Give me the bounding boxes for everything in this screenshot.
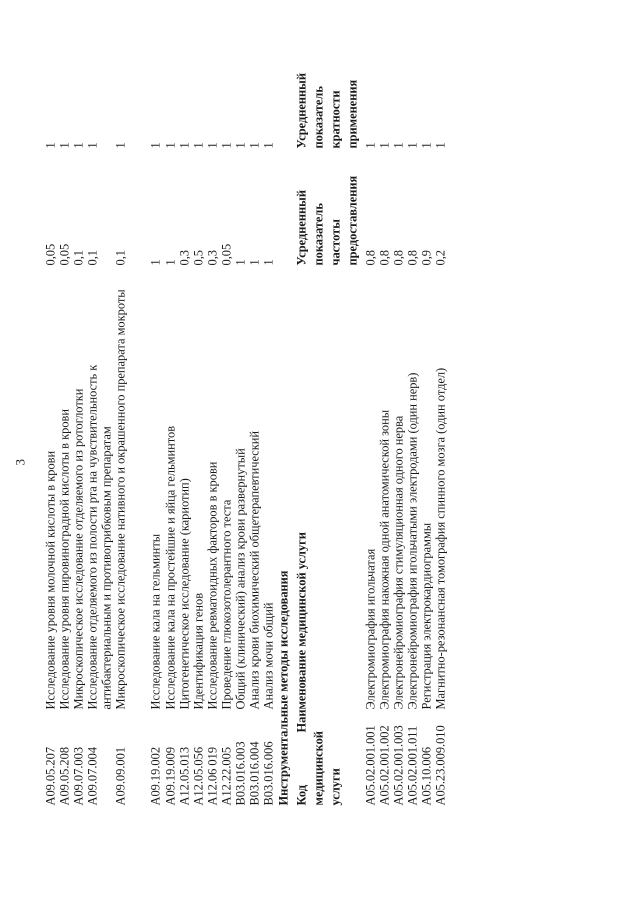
- frequency-value: 0,1: [71, 249, 85, 265]
- header-code: [293, 731, 344, 805]
- service-code: A12.06 019: [205, 746, 219, 805]
- header-multiplicity-line: Усредненный: [294, 72, 308, 148]
- multiplicity-value: 1: [405, 141, 419, 148]
- frequency-value: 1: [233, 258, 247, 265]
- header-frequency: [293, 175, 361, 265]
- service-name: Исследование уровня пировиноградной кислоты в крови: [57, 408, 71, 709]
- header-multiplicity-line: применения: [345, 79, 359, 148]
- header-name: [293, 532, 310, 732]
- service-code: A09.09.001: [113, 746, 127, 805]
- multiplicity-value: 1: [57, 141, 71, 148]
- service-name: Проведение глюкозотолерантного теста: [219, 499, 233, 709]
- multiplicity-value: 1: [177, 141, 191, 148]
- multiplicity-value: 1: [113, 141, 127, 148]
- frequency-value: 0,05: [219, 243, 233, 265]
- page-number: 3: [12, 458, 27, 465]
- multiplicity-value: 1: [71, 141, 85, 148]
- service-code: A05.23.009.010: [433, 724, 447, 805]
- service-name: Исследование ревматоидных факторов в крови: [205, 461, 219, 709]
- multiplicity-value: 1: [205, 141, 219, 148]
- service-name: Электромиография накожная одной анатомической зоны: [377, 409, 391, 709]
- multiplicity-value: 1: [85, 141, 99, 148]
- frequency-value: 0,8: [363, 249, 377, 265]
- service-name: Идентификация генов: [191, 592, 205, 709]
- service-code: B03.016.003: [233, 740, 247, 805]
- service-name: Исследование уровня молочной кислоты в крови: [43, 450, 57, 709]
- service-name: Общий (клинический) анализ крови развернутый: [233, 447, 247, 709]
- frequency-value: 0,2: [433, 249, 447, 265]
- table-row: [233, 0, 247, 905]
- multiplicity-value: 1: [148, 141, 162, 148]
- service-code: A12.05.013: [177, 746, 191, 805]
- table-row: [405, 0, 419, 905]
- multiplicity-value: 1: [261, 141, 275, 148]
- table-row: [43, 0, 57, 905]
- service-code: A09.19.009: [163, 746, 177, 805]
- frequency-value: 1: [247, 258, 261, 265]
- multiplicity-value: 1: [391, 141, 405, 148]
- multiplicity-value: 1: [377, 141, 391, 148]
- table-row: [219, 0, 233, 905]
- table-row: [261, 0, 275, 905]
- service-name: Электронейромиография игольчатыми электродами (один нерв): [405, 372, 419, 709]
- frequency-value: 0,9: [419, 249, 433, 265]
- multiplicity-value: 1: [419, 141, 433, 148]
- multiplicity-value: 1: [247, 141, 261, 148]
- frequency-value: 0,1: [113, 249, 127, 265]
- table-row: [57, 0, 71, 905]
- multiplicity-value: 1: [233, 141, 247, 148]
- service-code: A12.05.056: [191, 746, 205, 805]
- service-code: A09.05.207: [43, 746, 57, 805]
- table-row: [191, 0, 205, 905]
- service-code: A09.07.003: [71, 746, 85, 805]
- table-row: [433, 0, 447, 905]
- table-row: [113, 0, 141, 905]
- service-name: Электромиография игольчатая: [363, 548, 377, 709]
- multiplicity-value: 1: [363, 141, 377, 148]
- frequency-value: 0,3: [205, 249, 219, 265]
- header-frequency-line: Усредненный: [294, 189, 308, 265]
- multiplicity-value: 1: [163, 141, 177, 148]
- table-row: [205, 0, 219, 905]
- service-name: Микроскопическое исследование отделяемого из ротоглотки: [71, 388, 85, 709]
- service-code: B03.016.004: [247, 740, 261, 805]
- multiplicity-value: 1: [191, 141, 205, 148]
- frequency-value: 0,5: [191, 249, 205, 265]
- table-row: [377, 0, 391, 905]
- header-frequency-line: частоты: [328, 218, 342, 265]
- service-name: Регистрация электрокардиограммы: [419, 522, 433, 709]
- service-code: A09.19.002: [148, 746, 162, 805]
- table-row: [85, 0, 113, 905]
- table-row: [247, 0, 261, 905]
- section-title: [276, 0, 290, 905]
- frequency-value: 0,1: [85, 249, 99, 265]
- header-code-line: Код: [294, 784, 308, 805]
- frequency-value: 0,05: [43, 243, 57, 265]
- service-name: Цитогенетическое исследование (кариотип): [177, 477, 191, 709]
- table-row: [363, 0, 377, 905]
- table-row: [177, 0, 191, 905]
- frequency-value: 0,8: [377, 249, 391, 265]
- header-frequency-line: показатель: [311, 202, 325, 265]
- frequency-value: 0,8: [405, 249, 419, 265]
- service-code: B03.016.006: [261, 740, 275, 805]
- header-frequency-line: предоставления: [345, 175, 359, 265]
- service-name: Исследование отделяемого из полости рта на чувствительность к антибактериальным и противогрибковым препаратам: [85, 364, 113, 709]
- service-name: Анализ крови биохимический общетерапевтический: [247, 430, 261, 709]
- header-code-line: медицинской: [311, 730, 325, 805]
- service-name: Магнитно-резонансная томография спинного мозга (один отдел): [433, 367, 447, 709]
- table-row: [391, 0, 405, 905]
- multiplicity-value: 1: [43, 141, 57, 148]
- service-name: Исследование кала на простейшие и яйца гельминтов: [163, 425, 177, 709]
- header-multiplicity-line: кратности: [328, 89, 342, 148]
- service-code: A05.02.001.003: [391, 724, 405, 805]
- header-multiplicity-line: показатель: [311, 85, 325, 148]
- service-name: Исследование кала на гельминты: [148, 533, 162, 709]
- frequency-value: 1: [148, 258, 162, 265]
- header-name-text: Наименование медицинской услуги: [294, 531, 308, 732]
- table-row: [148, 0, 162, 905]
- service-code: A09.05.208: [57, 746, 71, 805]
- frequency-value: 0,3: [177, 249, 191, 265]
- service-code: A05.02.001.011: [405, 725, 419, 805]
- service-code: A05.02.001.002: [377, 724, 391, 805]
- frequency-value: 1: [261, 258, 275, 265]
- table-row: [71, 0, 85, 905]
- table-row: [163, 0, 177, 905]
- service-name: Анализ мочи общий: [261, 602, 275, 709]
- service-name: Микроскопическое исследование нативного и окрашенного препарата мокроты: [113, 288, 127, 709]
- frequency-value: 1: [163, 258, 177, 265]
- frequency-value: 0,05: [57, 243, 71, 265]
- service-code: A09.07.004: [85, 746, 99, 805]
- multiplicity-value: 1: [219, 141, 233, 148]
- service-code: A12.22.005: [219, 746, 233, 805]
- header-code-line: услуги: [328, 767, 342, 805]
- section-title-text: Инструментальные методы исследования: [276, 570, 290, 805]
- header-multiplicity: [293, 73, 361, 148]
- frequency-value: 0,8: [391, 249, 405, 265]
- service-name: Электронейромиография стимуляционная одного нерва: [391, 415, 405, 709]
- service-code: A05.10.006: [419, 746, 433, 805]
- table-row: [419, 0, 433, 905]
- multiplicity-value: 1: [433, 141, 447, 148]
- service-code: A05.02.001.001: [363, 724, 377, 805]
